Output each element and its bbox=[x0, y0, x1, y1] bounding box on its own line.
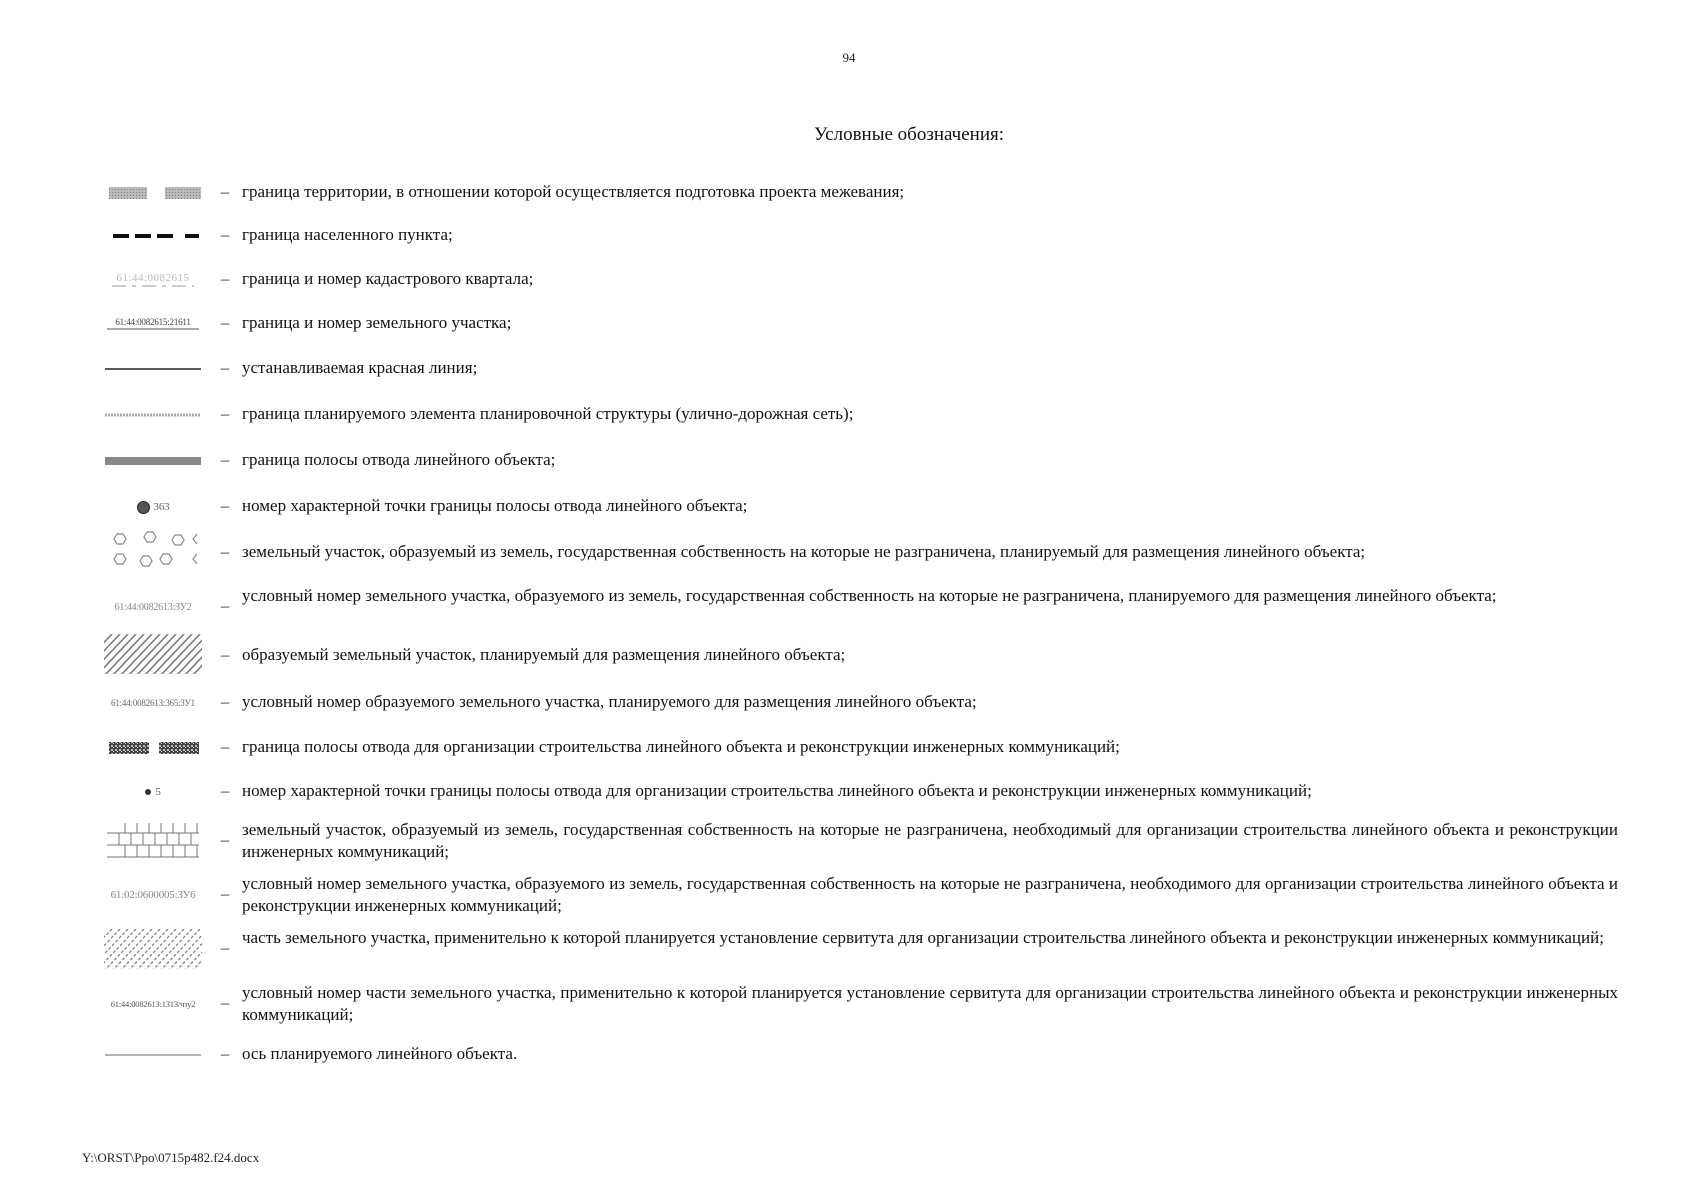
legend-desc: условный номер части земельного участка, применительно к которой планируется установление сервитута для организации строительства линейного объекта и реконструкции инженерных коммуникаций; bbox=[242, 983, 1618, 1024]
characteristic-point-symbol bbox=[98, 495, 208, 519]
legend-desc: номер характерной точки границы полосы отвода для организации строительства линейного объекта и реконструкции инженерных коммуникаций; bbox=[242, 781, 1312, 800]
symbol-label: 61:44:0082615 bbox=[116, 272, 190, 284]
cadastral-quarter-symbol bbox=[98, 268, 208, 292]
legend-dash: – bbox=[220, 692, 230, 711]
legend-dash: – bbox=[220, 1044, 230, 1063]
construction-strip-symbol bbox=[98, 736, 208, 760]
legend-item bbox=[98, 181, 1618, 205]
symbol-label: 61:44:0082613:1313/чзу2 bbox=[110, 999, 196, 1009]
legend-item bbox=[98, 585, 1618, 619]
legend-item bbox=[98, 403, 1618, 427]
plot-number-symbol bbox=[98, 883, 208, 907]
file-path-footer: Y:\ORST\Ppo\0715p482.f24.docx bbox=[82, 1150, 260, 1165]
symbol-label: 61:02:0600005:ЗУ6 bbox=[110, 889, 196, 901]
legend-dash: – bbox=[220, 542, 230, 561]
legend-desc: граница полосы отвода линейного объекта; bbox=[242, 450, 556, 469]
legend-dash: – bbox=[220, 269, 230, 288]
legend-dash: – bbox=[220, 884, 230, 903]
symbol-label: 61:44:0082615:21611 bbox=[115, 317, 191, 327]
legend-desc: номер характерной точки границы полосы отвода линейного объекта; bbox=[242, 496, 748, 515]
legend-desc: граница планируемого элемента планировочной структуры (улично-дорожная сеть); bbox=[242, 404, 854, 423]
legend-dash: – bbox=[220, 496, 230, 515]
legend-desc: граница и номер земельного участка; bbox=[242, 313, 512, 332]
legend-item bbox=[98, 982, 1618, 1026]
legend-desc: часть земельного участка, применительно к которой планируется установление сервитута для организации строительства линейного объекта и реконструкции инженерных коммуникаций; bbox=[242, 928, 1604, 947]
legend-desc: земельный участок, образуемый из земель, государственная собственность на которые не разграничена, планируемый для размещения линейного объекта; bbox=[242, 542, 1366, 561]
legend-item bbox=[98, 357, 1618, 381]
right-of-way-symbol bbox=[98, 449, 208, 473]
planning-structure-symbol bbox=[98, 403, 208, 427]
legend-desc: земельный участок, образуемый из земель, государственная собственность на которые не разграничена, необходимый для организации строительства линейного объекта и реконструкции инженерных коммуникаций; bbox=[242, 820, 1618, 861]
legend-desc: условный номер земельного участка, образуемого из земель, государственная собственность на которые не разграничена, планируемого для размещения линейного объекта; bbox=[242, 586, 1497, 605]
legend-desc: граница и номер кадастрового квартала; bbox=[242, 269, 534, 288]
legend-item bbox=[98, 927, 1618, 971]
legend-item bbox=[98, 268, 1618, 292]
red-line-symbol bbox=[98, 357, 208, 381]
legend-desc: образуемый земельный участок, планируемый для размещения линейного объекта; bbox=[242, 645, 846, 664]
legend-desc: условный номер земельного участка, образуемого из земель, государственная собственность на которые не разграничена, необходимого для организации строительства линейного объекта и реконструкции инженерных коммуникаций; bbox=[242, 874, 1618, 915]
legend-dash: – bbox=[220, 358, 230, 377]
legend-dash: – bbox=[220, 993, 230, 1012]
legend-dash: – bbox=[220, 938, 230, 957]
legend-item bbox=[98, 449, 1618, 473]
hexagons-symbol bbox=[98, 533, 208, 567]
symbol-label: 363 bbox=[153, 501, 170, 513]
dashed-diagonal-symbol bbox=[98, 927, 208, 971]
legend-desc: условный номер образуемого земельного участка, планируемого для размещения линейного объекта; bbox=[242, 692, 977, 711]
legend-dash: – bbox=[220, 596, 230, 615]
bold-dash-symbol bbox=[98, 224, 208, 248]
legend-desc: граница населенного пункта; bbox=[242, 225, 453, 244]
part-number-symbol bbox=[98, 992, 208, 1016]
thin-line-symbol bbox=[98, 1043, 208, 1067]
legend-dash: – bbox=[220, 781, 230, 800]
legend-desc: ось планируемого линейного объекта. bbox=[242, 1044, 518, 1063]
brick-pattern-symbol bbox=[98, 819, 208, 863]
legend-item bbox=[98, 819, 1618, 863]
legend-dash: – bbox=[220, 830, 230, 849]
legend-item bbox=[98, 224, 1618, 248]
legend-item bbox=[98, 1043, 1618, 1067]
legend-item bbox=[98, 495, 1618, 519]
diagonal-hatch-symbol bbox=[98, 634, 208, 674]
legend-item bbox=[98, 873, 1618, 917]
land-plot-symbol bbox=[98, 312, 208, 336]
small-point-symbol bbox=[98, 780, 208, 804]
plot-number-symbol bbox=[98, 595, 208, 619]
legend-item bbox=[98, 541, 1618, 567]
point-icon bbox=[145, 789, 151, 795]
legend-dash: – bbox=[220, 737, 230, 756]
legend-item bbox=[98, 312, 1618, 336]
legend-item bbox=[98, 780, 1618, 804]
symbol-label: 61:44:0082613:ЗУ2 bbox=[114, 601, 192, 613]
legend-dash: – bbox=[220, 182, 230, 201]
legend-desc: граница полосы отвода для организации строительства линейного объекта и реконструкции инженерных коммуникаций; bbox=[242, 737, 1120, 756]
page-number: 94 bbox=[842, 50, 856, 65]
legend-dash: – bbox=[220, 450, 230, 469]
point-icon bbox=[137, 501, 150, 514]
legend-item bbox=[98, 644, 1618, 674]
legend-dash: – bbox=[220, 313, 230, 332]
legend-dash: – bbox=[220, 645, 230, 664]
legend-item bbox=[98, 736, 1618, 760]
legend-desc: граница территории, в отношении которой осуществляется подготовка проекта межевания; bbox=[242, 182, 905, 201]
legend-title: Условные обозначения: bbox=[813, 124, 1005, 145]
legend-item bbox=[98, 691, 1618, 715]
legend-desc: устанавливаемая красная линия; bbox=[242, 358, 478, 377]
legend-dash: – bbox=[220, 225, 230, 244]
symbol-label: 61:44:0082613:365:ЗУ1 bbox=[111, 698, 195, 708]
plot-number-symbol bbox=[98, 691, 208, 715]
hatched-dash-symbol bbox=[98, 181, 208, 205]
legend-dash: – bbox=[220, 404, 230, 423]
symbol-label: 5 bbox=[155, 786, 161, 798]
